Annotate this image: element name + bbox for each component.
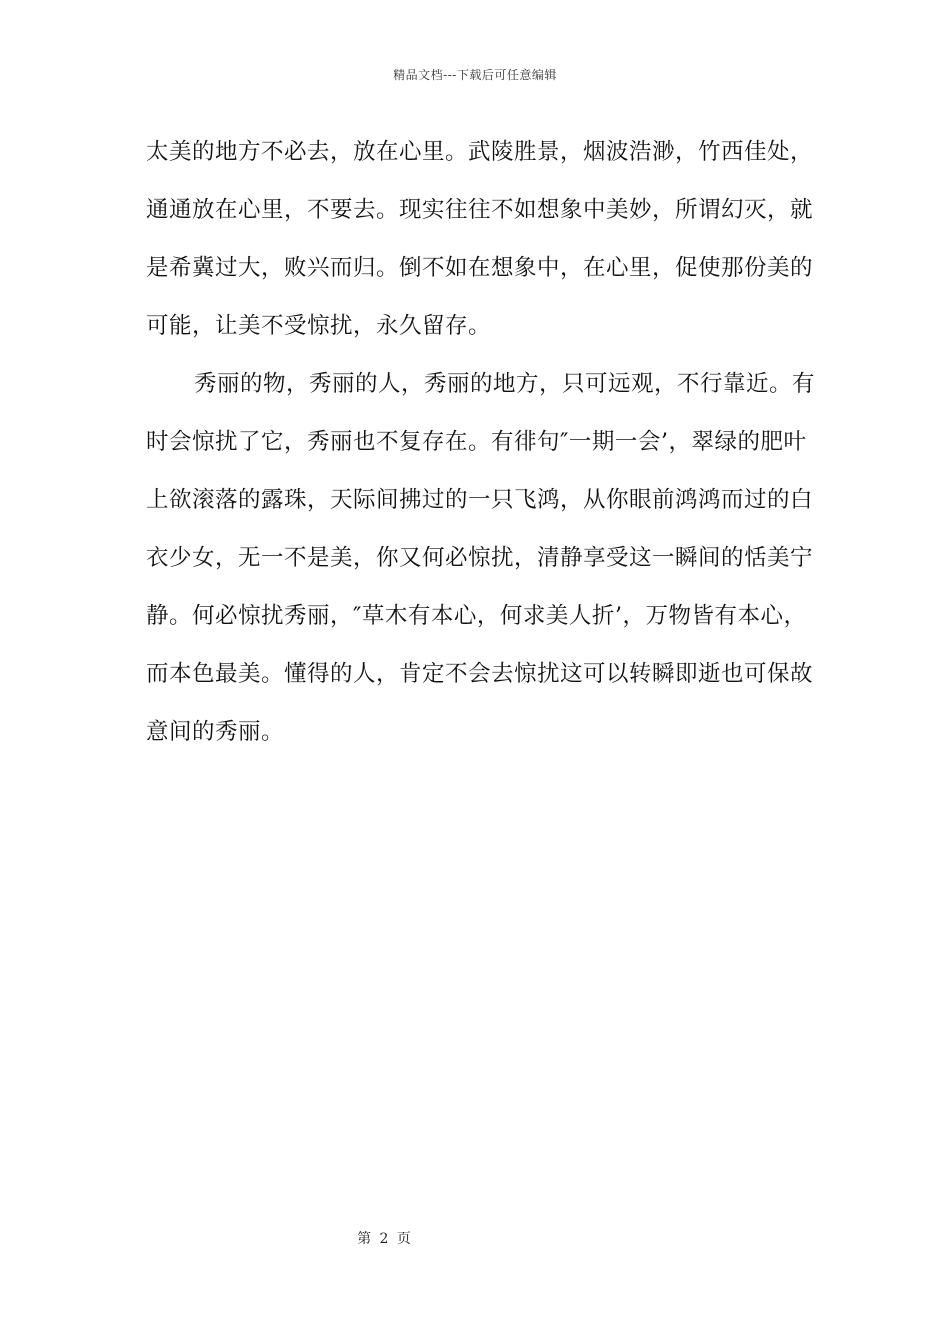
- document-body: [146, 128, 816, 766]
- text-line: 静。何必惊扰秀丽，″草木有本心，何求美人折’，万物皆有本心，: [146, 603, 807, 629]
- page-number: 第 2 页: [357, 1231, 411, 1247]
- text-line: 秀丽的物，秀丽的人，秀丽的地方，只可远观，不行靠近。有: [194, 371, 816, 397]
- text-line: 通通放在心里，不要去。现实往往不如想象中美妙，所谓幻灭，就: [146, 197, 814, 223]
- paragraph-2: [146, 360, 816, 766]
- text-line: 意间的秀丽。: [146, 719, 285, 745]
- paragraph-1: [146, 128, 814, 360]
- text-line: 可能，让美不受惊扰，永久留存。: [146, 313, 492, 339]
- text-line: 是希冀过大，败兴而归。倒不如在想象中，在心里，促使那份美的: [146, 255, 814, 281]
- text-line: 时会惊扰了它，秀丽也不复存在。有徘句″一期一会’，翠绿的肥叶: [146, 429, 807, 455]
- text-line: 太美的地方不必去，放在心里。武陵胜景，烟波浩渺，竹西佳处，: [146, 139, 814, 165]
- page-header: 精品文档---下载后可任意编辑: [393, 68, 557, 82]
- text-line: 上欲滚落的露珠，天际间拂过的一只飞鸿，从你眼前鸿鸿而过的白: [146, 487, 814, 513]
- text-line: 衣少女，无一不是美，你又何必惊扰，清静享受这一瞬间的恬美宁: [146, 545, 814, 571]
- text-line: 而本色最美。懂得的人，肯定不会去惊扰这可以转瞬即逝也可保故: [146, 661, 814, 687]
